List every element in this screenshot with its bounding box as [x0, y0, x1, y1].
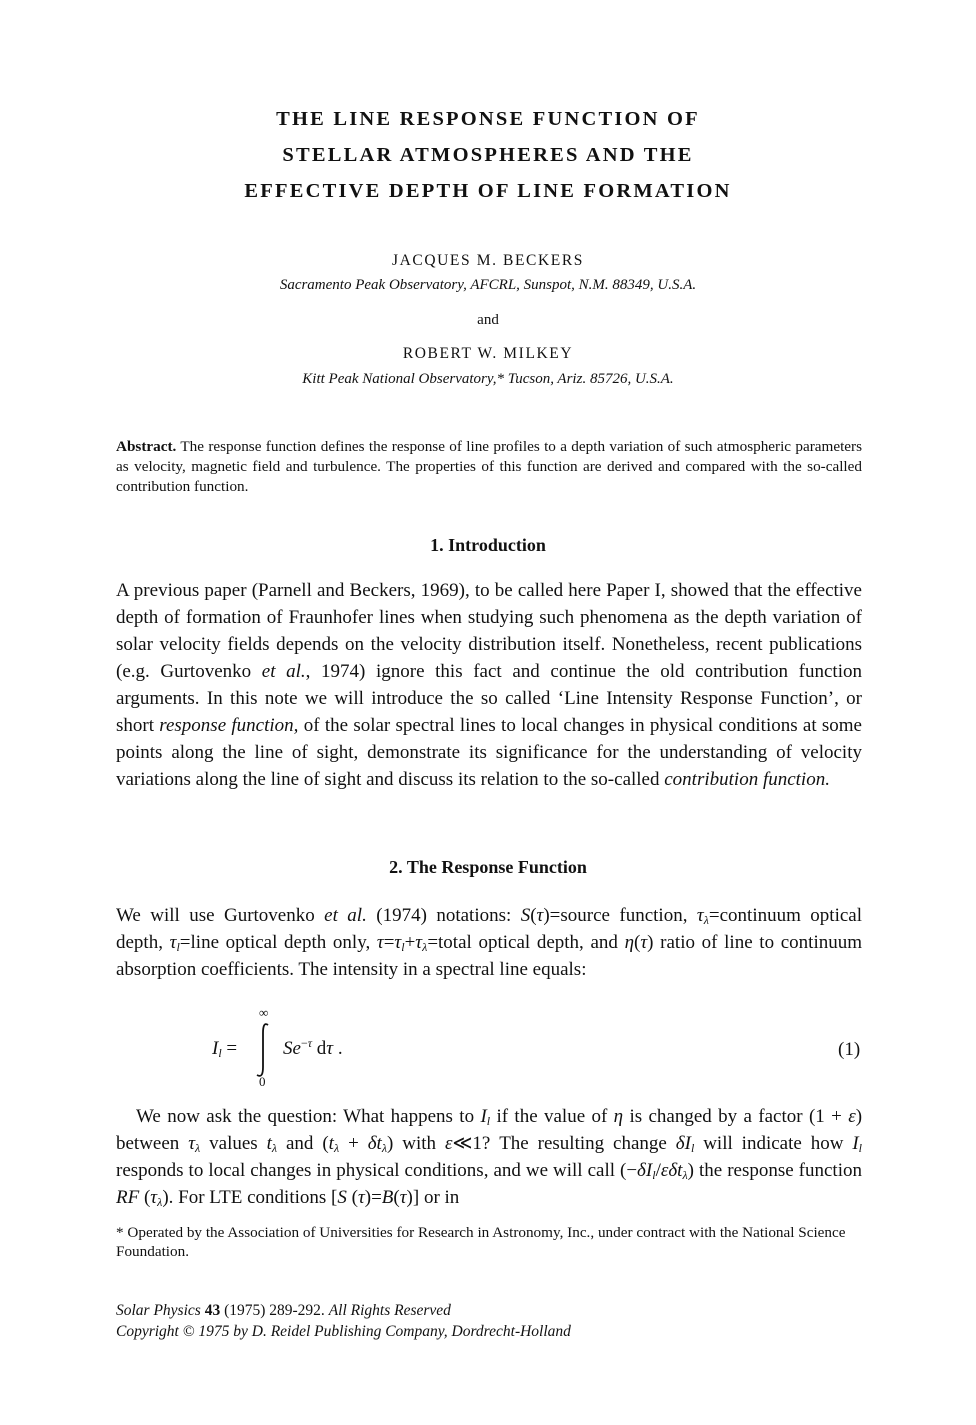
text-run: or in [419, 1187, 460, 1208]
math-inline: $\tau_\lambda$ [188, 1133, 201, 1155]
abstract [116, 437, 862, 497]
integral-sign-icon [253, 1021, 273, 1079]
text-run: ratio of line to continuum absorption coefficients. The intensity in a spectral line equals: [116, 932, 863, 980]
journal-citation [116, 1301, 451, 1321]
paper-title-line-3: EFFECTIVE DEPTH OF LINE FORMATION [244, 180, 732, 202]
text-run: =continuum optical depth, [116, 905, 863, 953]
journal-pages: (1975) 289-292. [220, 1302, 329, 1319]
eq-lower-limit: 0 [259, 1074, 266, 1089]
author-conjunction: and [477, 312, 499, 328]
text-run: =total optical depth, and [427, 932, 625, 953]
math-inline: ε≪1 [444, 1133, 482, 1154]
text-run: ? The resulting change [481, 1133, 676, 1154]
eq-integrand: $Se^{-\tau}$ dτ . [283, 1036, 343, 1059]
text-run: . For LTE conditions [168, 1187, 332, 1208]
abstract-label: Abstract. [116, 438, 177, 455]
text-run: is changed by a factor [623, 1106, 809, 1127]
text-run-italic: et al. [261, 661, 306, 682]
author-affiliation-2: Kitt Peak National Observatory,* Tucson, Ariz. 85726, U.S.A. [302, 371, 674, 387]
math-inline: (1 + ε) [808, 1106, 863, 1127]
text-run: values [200, 1133, 267, 1154]
journal-rights: All Rights Reserved [328, 1302, 451, 1319]
introduction-paragraph [116, 577, 862, 793]
equation-number: (1) [838, 1039, 861, 1060]
math-inline: η(τ) [624, 932, 654, 953]
math-inline: η [613, 1106, 624, 1127]
math-inline: $I_l$ [480, 1106, 491, 1128]
math-inline: $(-\delta I_l/\varepsilon\delta t_\lambda)$ [620, 1160, 694, 1182]
text-run: with [393, 1133, 445, 1154]
text-run: between [116, 1133, 189, 1154]
journal-volume: 43 [204, 1302, 221, 1319]
text-run: We now ask the question: What happens to [136, 1106, 481, 1127]
equation-1 [200, 1003, 500, 1095]
math-inline: $\tau_l$ [169, 932, 180, 954]
math-inline: RF $(\tau_\lambda)$ [116, 1187, 169, 1209]
text-run-italic: response function, [159, 715, 299, 736]
text-run: =source function, [549, 905, 697, 926]
section-heading-response-function: 2. The Response Function [389, 857, 587, 877]
journal-name: Solar Physics [116, 1302, 201, 1319]
response-function-paragraph-2 [116, 1103, 862, 1211]
author-name-1: JACQUES M. BECKERS [391, 252, 584, 269]
math-inline: $t_\lambda$ [266, 1133, 278, 1155]
text-run: We will use Gurtovenko [116, 905, 325, 926]
math-inline: S(τ) [520, 905, 550, 926]
math-inline: $I_l$ [852, 1133, 863, 1155]
math-inline: $\delta I_l$ [675, 1133, 695, 1155]
text-run: will indicate how [694, 1133, 853, 1154]
math-inline: [S (τ)=B(τ)] [331, 1187, 420, 1208]
text-run: responds to local changes in physical conditions, and we will call [116, 1160, 620, 1181]
eq-lhs: $I_l$ = [212, 1038, 238, 1060]
author-name-2: ROBERT W. MILKEY [402, 345, 574, 362]
math-inline: $\tau=\tau_l+\tau_\lambda$ [376, 932, 428, 954]
author-affiliation-1: Sacramento Peak Observatory, AFCRL, Sunspot, N.M. 88349, U.S.A. [279, 277, 697, 293]
response-function-paragraph-1 [116, 902, 862, 983]
text-run: and [277, 1133, 323, 1154]
math-inline: $(t_\lambda + \delta t_\lambda)$ [322, 1133, 394, 1155]
text-run: =line optical depth only, [179, 932, 377, 953]
text-run-italic: et al. [324, 905, 367, 926]
text-run: of the solar spectral lines to local changes in physical conditions at some points along the line of sight, demonstrate its significance for the understanding of velocity variations along the line of sight and discuss its relation to the so-called [116, 715, 862, 790]
section-heading-introduction: 1. Introduction [430, 535, 546, 555]
math-inline: $\tau_\lambda$ [696, 905, 709, 927]
text-run: if the value of [490, 1106, 614, 1127]
text-run: A previous paper (Parnell and Beckers, 1969), to be called here Paper I, showed that the effective depth of formation of Fraunhofer lines when studying such phenomena as the depth variation of solar velocity fields depends on the velocity distribution itself. Nonetheless, recent publications (e.g. Gurtovenko [116, 580, 862, 682]
text-run: , 1974) ignore this fact and continue the old contribution function arguments. In this note we will introduce the so called ‘Line Intensity Response Function’, or short [116, 661, 862, 736]
abstract-text: The response function defines the response of line profiles to a depth variation of such atmospheric parameters as velocity, magnetic field and turbulence. The properties of this function are derived and compared with the so-called contribution function. [116, 438, 862, 495]
text-run-italic: contribution function. [664, 769, 830, 790]
paper-title-line-1: THE LINE RESPONSE FUNCTION OF [276, 108, 700, 130]
footnote: * Operated by the Association of Universities for Research in Astronomy, Inc., under contract with the National Science Foundation. [116, 1224, 846, 1260]
text-run: (1974) notations: [366, 905, 521, 926]
paper-title-line-2: STELLAR ATMOSPHERES AND THE [282, 144, 694, 166]
journal-copyright: Copyright © 1975 by D. Reidel Publishing Company, Dordrecht-Holland [116, 1323, 571, 1340]
eq-upper-limit: ∞ [259, 1005, 269, 1020]
text-run: the response function [693, 1160, 862, 1181]
